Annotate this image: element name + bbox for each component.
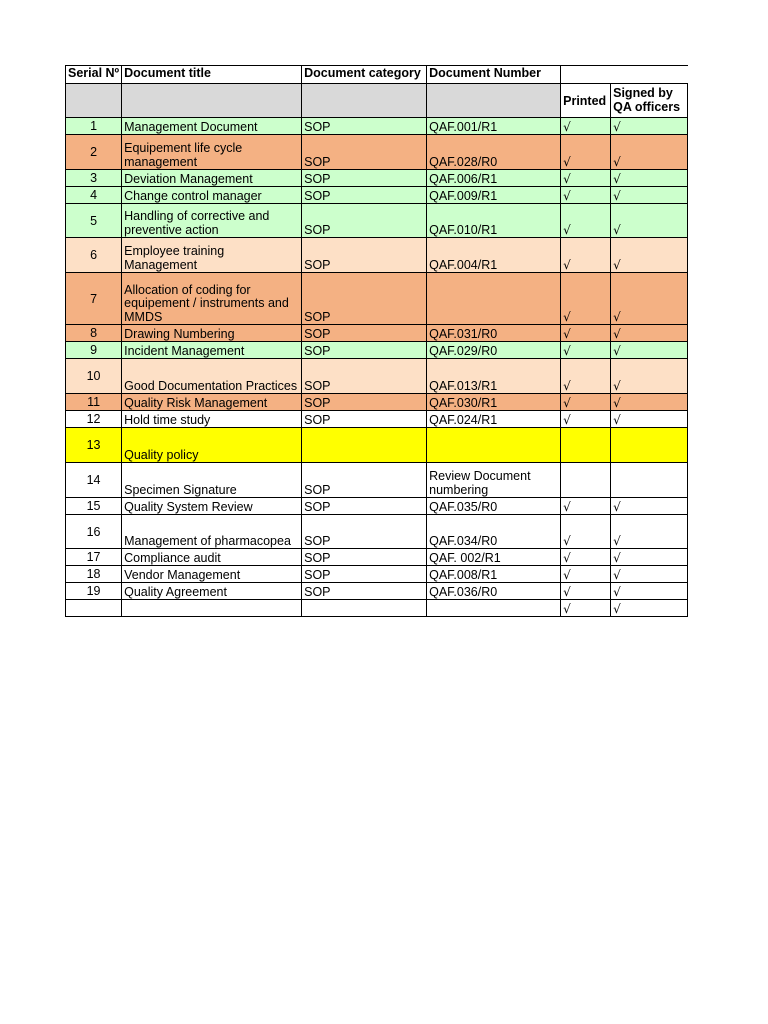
signed-cell[interactable]: √ [611,515,688,549]
printed-cell[interactable]: √ [561,118,611,135]
signed-cell[interactable] [611,428,688,463]
printed-cell[interactable] [561,463,611,498]
table-row [66,583,688,600]
title-cell[interactable]: Management of pharmacopea [122,515,302,549]
signed-cell[interactable]: √ [611,411,688,428]
serial-cell[interactable]: 2 [66,135,122,170]
number-cell[interactable]: QAF.004/R1 [427,238,561,273]
serial-cell[interactable]: 4 [66,187,122,204]
header-number[interactable]: Document Number [427,66,561,84]
serial-cell[interactable]: 6 [66,238,122,273]
category-cell[interactable] [302,600,427,617]
table-row [66,135,688,170]
serial-cell[interactable]: 10 [66,359,122,394]
signed-cell[interactable] [611,463,688,498]
number-cell[interactable]: QAF.013/R1 [427,359,561,394]
table-row [66,463,688,498]
serial-cell[interactable]: 3 [66,170,122,187]
printed-cell[interactable]: √ [561,498,611,515]
signed-cell[interactable]: √ [611,118,688,135]
signed-cell[interactable]: √ [611,204,688,238]
serial-cell[interactable]: 17 [66,549,122,566]
number-cell[interactable]: QAF. 002/R1 [427,549,561,566]
table-row [66,170,688,187]
category-cell[interactable]: SOP [302,118,427,135]
serial-cell[interactable]: 18 [66,566,122,583]
title-cell[interactable]: Change control manager [122,187,302,204]
printed-cell[interactable]: √ [561,600,611,617]
number-cell[interactable] [427,273,561,325]
signed-cell[interactable]: √ [611,325,688,342]
document-register-table [65,65,688,617]
serial-cell[interactable]: 13 [66,428,122,463]
number-cell[interactable]: QAF.034/R0 [427,515,561,549]
printed-cell[interactable]: √ [561,566,611,583]
category-cell[interactable]: SOP [302,135,427,170]
signed-cell[interactable]: √ [611,498,688,515]
number-cell[interactable]: QAF.028/R0 [427,135,561,170]
number-cell[interactable]: QAF.001/R1 [427,118,561,135]
serial-cell[interactable]: 7 [66,273,122,325]
table-row [66,342,688,359]
serial-cell[interactable] [66,600,122,617]
printed-cell[interactable]: √ [561,135,611,170]
table-row [66,549,688,566]
table-row [66,359,688,394]
header-blank-cell[interactable] [561,66,688,84]
serial-cell[interactable]: 1 [66,118,122,135]
number-cell[interactable] [427,600,561,617]
header-signed[interactable]: Signed by QA officers [611,84,688,118]
header-sub-blank[interactable] [122,84,302,118]
table-row [66,600,688,617]
category-cell[interactable]: SOP [302,566,427,583]
signed-cell[interactable]: √ [611,394,688,411]
printed-cell[interactable]: √ [561,394,611,411]
signed-cell[interactable]: √ [611,273,688,325]
printed-cell[interactable]: √ [561,515,611,549]
signed-cell[interactable]: √ [611,170,688,187]
title-cell[interactable]: Drawing Numbering [122,325,302,342]
category-cell[interactable]: SOP [302,359,427,394]
signed-cell[interactable]: √ [611,566,688,583]
serial-cell[interactable]: 16 [66,515,122,549]
table-row [66,325,688,342]
header-printed[interactable]: Printed [561,84,611,118]
header-title[interactable]: Document title [122,66,302,84]
table-row [66,394,688,411]
table-row [66,515,688,549]
printed-cell[interactable]: √ [561,238,611,273]
title-cell[interactable]: Hold time study [122,411,302,428]
signed-cell[interactable]: √ [611,549,688,566]
table-row [66,498,688,515]
title-cell[interactable] [122,600,302,617]
title-cell[interactable]: Management Document [122,118,302,135]
signed-cell[interactable]: √ [611,135,688,170]
title-cell[interactable]: Handling of corrective and preventive action [122,204,302,238]
printed-cell[interactable]: √ [561,342,611,359]
table-row [66,428,688,463]
header-sub-blank[interactable] [66,84,122,118]
table-row [66,238,688,273]
serial-cell[interactable]: 5 [66,204,122,238]
serial-cell[interactable]: 11 [66,394,122,411]
title-cell[interactable]: Quality Agreement [122,583,302,600]
table-row [66,566,688,583]
title-cell[interactable]: Quality System Review [122,498,302,515]
number-cell[interactable]: QAF.009/R1 [427,187,561,204]
title-cell[interactable]: Deviation Management [122,170,302,187]
printed-cell[interactable]: √ [561,583,611,600]
signed-cell[interactable]: √ [611,238,688,273]
number-cell[interactable]: QAF.036/R0 [427,583,561,600]
number-cell[interactable]: QAF.030/R1 [427,394,561,411]
table-row [66,118,688,135]
signed-cell[interactable]: √ [611,600,688,617]
category-cell[interactable]: SOP [302,463,427,498]
category-cell[interactable]: SOP [302,273,427,325]
title-cell[interactable]: Quality policy [122,428,302,463]
number-cell[interactable]: QAF.006/R1 [427,170,561,187]
title-cell[interactable]: Good Documentation Practices [122,359,302,394]
number-cell[interactable] [427,428,561,463]
printed-cell[interactable] [561,428,611,463]
category-cell[interactable]: SOP [302,411,427,428]
printed-cell[interactable]: √ [561,359,611,394]
table-row [66,204,688,238]
title-cell[interactable]: Employee training Management [122,238,302,273]
header-sub-blank[interactable] [302,84,427,118]
number-cell[interactable]: Review Document numbering [427,463,561,498]
category-cell[interactable]: SOP [302,342,427,359]
number-cell[interactable]: QAF.024/R1 [427,411,561,428]
printed-cell[interactable]: √ [561,549,611,566]
header-category[interactable]: Document category [302,66,427,84]
signed-cell[interactable]: √ [611,187,688,204]
number-cell[interactable]: QAF.008/R1 [427,566,561,583]
number-cell[interactable]: QAF.029/R0 [427,342,561,359]
title-cell[interactable]: Equipement life cycle management [122,135,302,170]
number-cell[interactable]: QAF.031/R0 [427,325,561,342]
category-cell[interactable]: SOP [302,238,427,273]
serial-cell[interactable]: 15 [66,498,122,515]
category-cell[interactable]: SOP [302,187,427,204]
number-cell[interactable]: QAF.010/R1 [427,204,561,238]
category-cell[interactable]: SOP [302,204,427,238]
title-cell[interactable]: Allocation of coding for equipement / instruments and MMDS [122,273,302,325]
header-sub-blank[interactable] [427,84,561,118]
header-serial[interactable]: Serial Nº [66,66,122,84]
category-cell[interactable]: SOP [302,394,427,411]
category-cell[interactable]: SOP [302,325,427,342]
title-cell[interactable]: Incident Management [122,342,302,359]
header-subrow [66,84,688,118]
category-cell[interactable]: SOP [302,515,427,549]
signed-cell[interactable]: √ [611,359,688,394]
table-row [66,187,688,204]
signed-cell[interactable]: √ [611,583,688,600]
title-cell[interactable]: Vendor Management [122,566,302,583]
printed-cell[interactable]: √ [561,325,611,342]
title-cell[interactable]: Compliance audit [122,549,302,566]
serial-cell[interactable]: 14 [66,463,122,498]
serial-cell[interactable]: 19 [66,583,122,600]
printed-cell[interactable]: √ [561,273,611,325]
category-cell[interactable]: SOP [302,498,427,515]
serial-cell[interactable]: 12 [66,411,122,428]
signed-cell[interactable]: √ [611,342,688,359]
category-cell[interactable]: SOP [302,170,427,187]
title-cell[interactable]: Quality Risk Management [122,394,302,411]
category-cell[interactable]: SOP [302,583,427,600]
printed-cell[interactable]: √ [561,204,611,238]
serial-cell[interactable]: 9 [66,342,122,359]
table-row [66,411,688,428]
title-cell[interactable]: Specimen Signature [122,463,302,498]
printed-cell[interactable]: √ [561,187,611,204]
printed-cell[interactable]: √ [561,411,611,428]
category-cell[interactable] [302,428,427,463]
header-row [66,66,688,84]
table-row [66,273,688,325]
number-cell[interactable]: QAF.035/R0 [427,498,561,515]
printed-cell[interactable]: √ [561,170,611,187]
category-cell[interactable]: SOP [302,549,427,566]
serial-cell[interactable]: 8 [66,325,122,342]
